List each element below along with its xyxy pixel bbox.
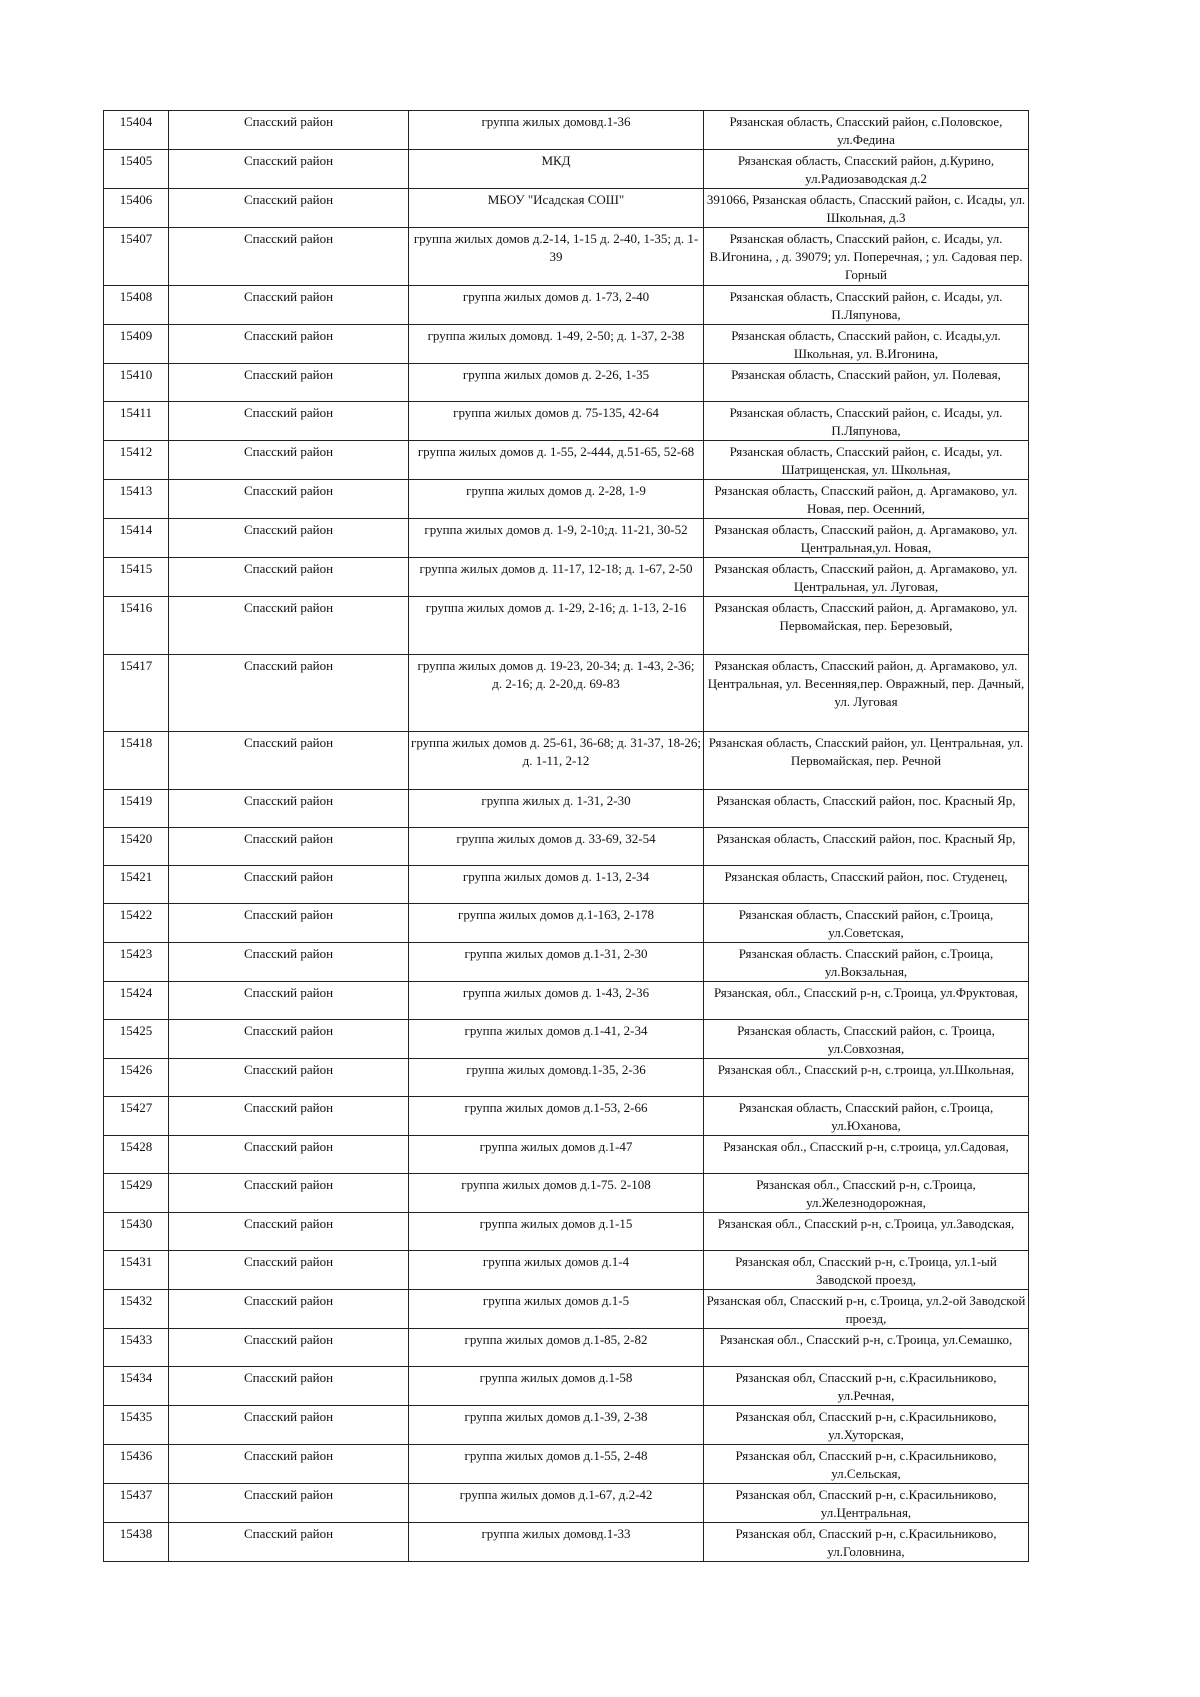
table-row (104, 189, 1029, 228)
row-address: Рязанская обл., Спасский р-н, с.троица, ул.Садовая, (704, 1136, 1029, 1174)
row-object: группа жилых домов д.1-55, 2-48 (409, 1445, 704, 1484)
row-address: Рязанская обл, Спасский р-н, с.Красильниково, ул.Головнина, (704, 1523, 1029, 1562)
row-id: 15432 (104, 1290, 169, 1329)
row-id: 15422 (104, 904, 169, 943)
row-object: группа жилых домовд.1-36 (409, 111, 704, 150)
row-id: 15425 (104, 1020, 169, 1059)
row-address: Рязанская область, Спасский район, ул. Полевая, (704, 364, 1029, 402)
row-object: группа жилых домов д.1-67, д.2-42 (409, 1484, 704, 1523)
table-row (104, 828, 1029, 866)
row-id: 15413 (104, 480, 169, 519)
row-district: Спасский район (169, 228, 409, 286)
row-district: Спасский район (169, 982, 409, 1020)
row-object: группа жилых домов д.1-163, 2-178 (409, 904, 704, 943)
table-row (104, 1174, 1029, 1213)
row-district: Спасский район (169, 111, 409, 150)
row-address: Рязанская область, Спасский район, с. Исады,ул. Школьная, ул. В.Игонина, (704, 325, 1029, 364)
row-district: Спасский район (169, 150, 409, 189)
table-row (104, 228, 1029, 286)
table-row (104, 364, 1029, 402)
row-id: 15411 (104, 402, 169, 441)
row-district: Спасский район (169, 1484, 409, 1523)
row-address: Рязанская область, Спасский район, пос. Студенец, (704, 866, 1029, 904)
row-district: Спасский район (169, 480, 409, 519)
table-row (104, 790, 1029, 828)
row-district: Спасский район (169, 866, 409, 904)
table-row (104, 1484, 1029, 1523)
table-row (104, 1329, 1029, 1367)
row-object: группа жилых домов д. 1-43, 2-36 (409, 982, 704, 1020)
table-row (104, 402, 1029, 441)
row-object: группа жилых домов д.1-15 (409, 1213, 704, 1251)
row-object: группа жилых домов д.1-39, 2-38 (409, 1406, 704, 1445)
row-address: Рязанская область, Спасский район, ул. Центральная, ул. Первомайская, пер. Речной (704, 732, 1029, 790)
table-row (104, 150, 1029, 189)
row-id: 15433 (104, 1329, 169, 1367)
row-address: Рязанская область, Спасский район, д. Аргамаково, ул. Новая, пер. Осенний, (704, 480, 1029, 519)
table-row (104, 904, 1029, 943)
row-address: Рязанская область, Спасский район, с. Исады, ул. П.Ляпунова, (704, 402, 1029, 441)
table-row (104, 982, 1029, 1020)
row-address: Рязанская обл, Спасский р-н, с.Красильниково, ул.Центральная, (704, 1484, 1029, 1523)
table-row (104, 1251, 1029, 1290)
row-district: Спасский район (169, 1059, 409, 1097)
row-district: Спасский район (169, 597, 409, 655)
row-id: 15410 (104, 364, 169, 402)
row-district: Спасский район (169, 189, 409, 228)
row-id: 15405 (104, 150, 169, 189)
table-row (104, 1213, 1029, 1251)
row-district: Спасский район (169, 1097, 409, 1136)
row-object: группа жилых домовд.1-35, 2-36 (409, 1059, 704, 1097)
row-id: 15438 (104, 1523, 169, 1562)
row-id: 15416 (104, 597, 169, 655)
row-id: 15423 (104, 943, 169, 982)
table-row (104, 732, 1029, 790)
row-district: Спасский район (169, 1523, 409, 1562)
row-object: группа жилых домов д.1-41, 2-34 (409, 1020, 704, 1059)
row-address: Рязанская, обл., Спасский р-н, с.Троица, ул.Фруктовая, (704, 982, 1029, 1020)
row-district: Спасский район (169, 325, 409, 364)
row-id: 15429 (104, 1174, 169, 1213)
row-id: 15408 (104, 286, 169, 325)
row-object: МБОУ "Исадская СОШ" (409, 189, 704, 228)
row-id: 15426 (104, 1059, 169, 1097)
row-address: Рязанская обл, Спасский р-н, с.Красильниково, ул.Речная, (704, 1367, 1029, 1406)
table-row (104, 1059, 1029, 1097)
row-address: Рязанская область, Спасский район, с.Троица, ул.Советская, (704, 904, 1029, 943)
row-address: Рязанская область, Спасский район, пос. Красный Яр, (704, 790, 1029, 828)
table-row (104, 655, 1029, 732)
table-row (104, 1406, 1029, 1445)
table-row (104, 1097, 1029, 1136)
row-object: группа жилых домов д. 75-135, 42-64 (409, 402, 704, 441)
table-row (104, 325, 1029, 364)
row-id: 15430 (104, 1213, 169, 1251)
row-address: Рязанская область, Спасский район, д.Курино, ул.Радиозаводская д.2 (704, 150, 1029, 189)
row-object: группа жилых домов д.1-31, 2-30 (409, 943, 704, 982)
row-id: 15406 (104, 189, 169, 228)
row-id: 15404 (104, 111, 169, 150)
table-row (104, 1136, 1029, 1174)
table-row (104, 866, 1029, 904)
row-address: Рязанская обл., Спасский р-н, с.троица, ул.Школьная, (704, 1059, 1029, 1097)
table-row (104, 1020, 1029, 1059)
table-row (104, 480, 1029, 519)
row-id: 15418 (104, 732, 169, 790)
table-body (104, 111, 1029, 1562)
row-district: Спасский район (169, 904, 409, 943)
row-id: 15414 (104, 519, 169, 558)
row-address: Рязанская область, Спасский район, д. Аргамаково, ул. Центральная,ул. Новая, (704, 519, 1029, 558)
row-id: 15407 (104, 228, 169, 286)
row-id: 15412 (104, 441, 169, 480)
row-id: 15420 (104, 828, 169, 866)
row-id: 15419 (104, 790, 169, 828)
row-id: 15415 (104, 558, 169, 597)
row-address: Рязанская область, Спасский район, д. Аргамаково, ул. Центральная, ул. Луговая, (704, 558, 1029, 597)
row-district: Спасский район (169, 1174, 409, 1213)
row-address: Рязанская область, Спасский район, д. Аргамаково, ул. Первомайская, пер. Березовый, (704, 597, 1029, 655)
row-district: Спасский район (169, 441, 409, 480)
row-object: группа жилых домов д.1-4 (409, 1251, 704, 1290)
row-district: Спасский район (169, 1367, 409, 1406)
row-address: Рязанская область, Спасский район, с. Исады, ул. П.Ляпунова, (704, 286, 1029, 325)
row-address: Рязанская область, Спасский район, с.Половское, ул.Федина (704, 111, 1029, 150)
row-address: Рязанская обл, Спасский р-н, с.Троица, ул.1-ый Заводской проезд, (704, 1251, 1029, 1290)
row-address: Рязанская обл, Спасский р-н, с.Красильниково, ул.Сельская, (704, 1445, 1029, 1484)
row-address: Рязанская область, Спасский район, с.Троица, ул.Юханова, (704, 1097, 1029, 1136)
row-object: группа жилых домов д.1-53, 2-66 (409, 1097, 704, 1136)
row-id: 15435 (104, 1406, 169, 1445)
row-address: Рязанская область. Спасский район, с.Троица, ул.Вокзальная, (704, 943, 1029, 982)
row-id: 15427 (104, 1097, 169, 1136)
row-object: группа жилых домов д. 33-69, 32-54 (409, 828, 704, 866)
row-object: группа жилых домов д.1-75. 2-108 (409, 1174, 704, 1213)
row-id: 15434 (104, 1367, 169, 1406)
row-address: 391066, Рязанская область, Спасский район, с. Исады, ул. Школьная, д.3 (704, 189, 1029, 228)
table-row (104, 441, 1029, 480)
row-address: Рязанская область, Спасский район, с. Троица, ул.Совхозная, (704, 1020, 1029, 1059)
row-address: Рязанская обл, Спасский р-н, с.Красильниково, ул.Хуторская, (704, 1406, 1029, 1445)
row-address: Рязанская обл., Спасский р-н, с.Троица, ул.Железнодорожная, (704, 1174, 1029, 1213)
row-address: Рязанская обл, Спасский р-н, с.Троица, ул.2-ой Заводской проезд, (704, 1290, 1029, 1329)
row-id: 15437 (104, 1484, 169, 1523)
row-id: 15436 (104, 1445, 169, 1484)
row-object: группа жилых домов д. 1-13, 2-34 (409, 866, 704, 904)
row-object: группа жилых домов д.1-85, 2-82 (409, 1329, 704, 1367)
row-district: Спасский район (169, 1136, 409, 1174)
row-address: Рязанская область, Спасский район, д. Аргамаково, ул. Центральная, ул. Весенняя,пер. Овражный, пер. Дачный, ул. Луговая (704, 655, 1029, 732)
table-row (104, 943, 1029, 982)
row-object: группа жилых домов д. 1-29, 2-16; д. 1-13, 2-16 (409, 597, 704, 655)
table-row (104, 519, 1029, 558)
row-district: Спасский район (169, 790, 409, 828)
row-object: группа жилых д. 1-31, 2-30 (409, 790, 704, 828)
row-id: 15417 (104, 655, 169, 732)
row-district: Спасский район (169, 1020, 409, 1059)
table-row (104, 597, 1029, 655)
table-row (104, 1445, 1029, 1484)
row-address: Рязанская обл., Спасский р-н, с.Троица, ул.Заводская, (704, 1213, 1029, 1251)
row-district: Спасский район (169, 1251, 409, 1290)
table-row (104, 1290, 1029, 1329)
row-object: группа жилых домов д. 1-9, 2-10;д. 11-21, 30-52 (409, 519, 704, 558)
row-object: группа жилых домов д. 2-26, 1-35 (409, 364, 704, 402)
row-district: Спасский район (169, 828, 409, 866)
row-district: Спасский район (169, 732, 409, 790)
row-object: группа жилых домовд. 1-49, 2-50; д. 1-37, 2-38 (409, 325, 704, 364)
row-object: группа жилых домов д. 2-28, 1-9 (409, 480, 704, 519)
row-object: группа жилых домов д.1-58 (409, 1367, 704, 1406)
row-district: Спасский район (169, 655, 409, 732)
row-district: Спасский район (169, 1445, 409, 1484)
row-object: группа жилых домов д. 25-61, 36-68; д. 31-37, 18-26; д. 1-11, 2-12 (409, 732, 704, 790)
row-id: 15431 (104, 1251, 169, 1290)
table-row (104, 286, 1029, 325)
row-district: Спасский район (169, 1290, 409, 1329)
row-district: Спасский район (169, 1213, 409, 1251)
row-district: Спасский район (169, 519, 409, 558)
row-object: группа жилых домов д.2-14, 1-15 д. 2-40, 1-35; д. 1-39 (409, 228, 704, 286)
row-object: группа жилых домов д. 1-73, 2-40 (409, 286, 704, 325)
row-object: группа жилых домов д.1-5 (409, 1290, 704, 1329)
row-id: 15428 (104, 1136, 169, 1174)
row-object: группа жилых домов д. 19-23, 20-34; д. 1-43, 2-36; д. 2-16; д. 2-20,д. 69-83 (409, 655, 704, 732)
table-row (104, 558, 1029, 597)
row-address: Рязанская область, Спасский район, с. Исады, ул. В.Игонина, , д. 39079; ул. Поперечная, ; ул. Садовая пер. Горный (704, 228, 1029, 286)
row-object: группа жилых домов д.1-47 (409, 1136, 704, 1174)
table-row (104, 1367, 1029, 1406)
row-district: Спасский район (169, 558, 409, 597)
row-id: 15409 (104, 325, 169, 364)
row-id: 15424 (104, 982, 169, 1020)
row-district: Спасский район (169, 1406, 409, 1445)
row-district: Спасский район (169, 364, 409, 402)
row-district: Спасский район (169, 402, 409, 441)
row-address: Рязанская обл., Спасский р-н, с.Троица, ул.Семашко, (704, 1329, 1029, 1367)
row-district: Спасский район (169, 286, 409, 325)
row-object: группа жилых домов д. 11-17, 12-18; д. 1-67, 2-50 (409, 558, 704, 597)
objects-table (103, 110, 1029, 1562)
row-address: Рязанская область, Спасский район, пос. Красный Яр, (704, 828, 1029, 866)
row-address: Рязанская область, Спасский район, с. Исады, ул. Шатрищенская, ул. Школьная, (704, 441, 1029, 480)
row-object: группа жилых домовд.1-33 (409, 1523, 704, 1562)
table-row (104, 111, 1029, 150)
row-id: 15421 (104, 866, 169, 904)
row-object: группа жилых домов д. 1-55, 2-444, д.51-65, 52-68 (409, 441, 704, 480)
row-district: Спасский район (169, 1329, 409, 1367)
row-district: Спасский район (169, 943, 409, 982)
table-row (104, 1523, 1029, 1562)
row-object: МКД (409, 150, 704, 189)
